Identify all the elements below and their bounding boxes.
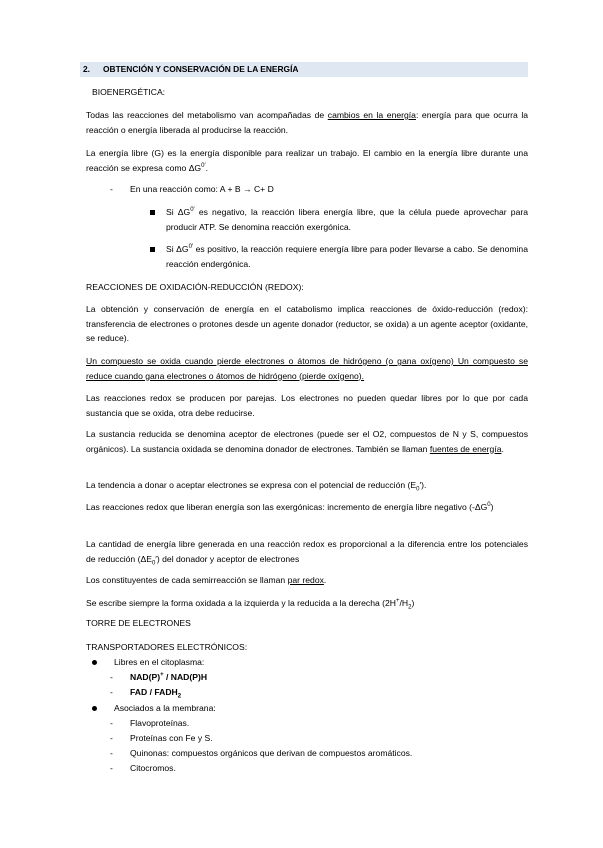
redox-paragraph-3: Las reacciones redox se producen por parejas. Los electrones no pueden quedar libres por lo que por cada sustancia que se oxida, otra debe reducirse. <box>86 393 528 418</box>
redox-p5-sub: 0 <box>416 486 420 493</box>
group-cytoplasm: Libres en el citoplasma: <box>114 657 205 667</box>
redox-p4-underlined: fuentes de energía <box>429 443 502 454</box>
redox-paragraph-1: La obtención y conservación de energía en el catabolismo implica reacciones de óxido-reducción (redox): transferencia de electrones o protones desde un agente donador (reductor, se oxida) a un agente aceptor (oxidante, se reduce). <box>86 304 528 343</box>
endergonic-sup: 0′ <box>188 244 194 251</box>
dash-marker: - <box>110 748 113 758</box>
fad-item <box>130 685 181 699</box>
redox-paragraph-4 <box>86 427 528 456</box>
nadp-text: NAD(P) <box>130 672 161 682</box>
square-bullet-icon <box>150 210 155 215</box>
reaction-example: En una reacción como: A + B → C+ D <box>130 184 274 194</box>
redox-paragraph-8 <box>86 573 528 588</box>
redox-p9-sub: 2 <box>408 604 412 611</box>
bio-p1-text: Todas las reacciones del metabolismo van acompañadas de <box>86 110 328 120</box>
redox-p5-end: ′). <box>419 480 427 490</box>
bullet-dot-icon <box>92 706 97 711</box>
dash-marker: - <box>110 718 113 728</box>
bioenergetica-heading: BIOENERGÉTICA: <box>92 87 166 97</box>
exergonic-sup: 0′ <box>190 207 195 214</box>
redox-p6-sup: 0 <box>487 502 491 509</box>
exergonic-text-end: es negativo, la reacción libera energía libre, que la célula puede aprovechar para producir ATP. Se denomina reacción exergónica. <box>166 207 528 232</box>
redox-paragraph-9 <box>86 596 528 611</box>
dash-marker: - <box>110 672 113 682</box>
group-membrane: Asociados a la membrana: <box>114 703 216 713</box>
redox-p7-end: ′) del donador y aceptor de electrones <box>155 553 300 564</box>
bio-p1-text-end: : energía para que ocurra la reacción o energía liberada al producirse la reacción. <box>86 110 529 135</box>
fad-text: FAD / FADH <box>130 687 178 697</box>
transport-heading: TRANSPORTADORES ELECTRÓNICOS: <box>86 642 248 652</box>
redox-p8-end: . <box>323 575 327 585</box>
section-title: OBTENCIÓN Y CONSERVACIÓN DE LA ENERGÍA <box>103 64 299 74</box>
redox-heading: REACCIONES DE OXIDACIÓN-REDUCCIÓN (REDOX): <box>86 282 304 292</box>
fad-sub: 2 <box>177 693 182 700</box>
bio-paragraph-2 <box>86 146 528 175</box>
bullet-dot-icon <box>92 660 97 665</box>
dash-marker: - <box>110 763 113 773</box>
bio-p2-superscript: 0′ <box>201 162 206 169</box>
dash-marker: - <box>110 733 113 743</box>
redox-p9-text: Se escribe siempre la forma oxidada a la izquierda y la reducida a la derecha (2H <box>86 598 397 608</box>
redox-p4-end: . <box>501 443 504 454</box>
redox-p9-sup: + <box>396 598 400 605</box>
membrane-item: Citocromos. <box>130 763 176 773</box>
membrane-item: Proteínas con Fe y S. <box>130 733 213 743</box>
exergonic-text: Si ΔG <box>166 207 191 217</box>
nadp-item <box>130 670 207 684</box>
redox-p7-sub: 0 <box>151 560 156 567</box>
bio-p2-end: . <box>205 162 208 173</box>
dash-marker: - <box>110 184 113 194</box>
redox-p4-text: La sustancia reducida se denomina aceptor de electrones (puede ser el O2, compuestos de N y S, compuestos orgánicos). La sustancia oxidada se denomina donador de electrones. También se llaman <box>86 429 528 454</box>
redox-p6-end: ) <box>490 502 494 512</box>
membrane-item: Quinonas: compuestos orgánicos que derivan de compuestos aromáticos. <box>130 748 413 758</box>
redox-paragraph-7 <box>86 537 528 566</box>
section-header <box>80 62 528 77</box>
nadph-text: / NAD(P)H <box>163 672 208 682</box>
endergonic-text-end: es positivo, la reacción requiere energía libre para poder llevarse a cabo. Se denomina reacción endergónica. <box>166 244 528 269</box>
redox-p6-text: Las reacciones redox que liberan energía son las exergónicas: incremento de energía libre negativo (-ΔG <box>86 502 488 512</box>
bio-p2-text: La energía libre (G) es la energía disponible para realizar un trabajo. El cambio en la energía libre durante una reacción se expresa como ΔG <box>86 148 528 173</box>
nadp-sup: + <box>160 672 164 679</box>
redox-p9-end: ) <box>411 598 415 608</box>
endergonic-text: Si ΔG <box>166 244 189 254</box>
redox-p9-mid: /H <box>399 598 409 608</box>
section-number: 2. <box>83 64 90 74</box>
redox-p8-text: Los constituyentes de cada semirreacción se llaman <box>86 575 288 585</box>
bio-paragraph-1 <box>86 108 528 137</box>
dash-marker: - <box>110 687 113 697</box>
bio-p1-underlined: cambios en la energía <box>327 110 416 120</box>
endergonic-item <box>166 242 528 271</box>
redox-paragraph-5 <box>86 478 528 493</box>
par-redox-underlined: par redox <box>287 575 324 585</box>
redox-paragraph-2: Un compuesto se oxida cuando pierde electrones o átomos de hidrógeno (o gana oxígeno) Un compuesto se reduce cuando gana electrones o átomos de hidrógeno (pierde oxígeno). <box>86 356 528 381</box>
redox-p7-text: La cantidad de energía libre generada en una reacción redox es proporcional a la diferencia entre los potenciales de reducción (ΔE <box>86 539 528 564</box>
membrane-item: Flavoproteínas. <box>130 718 190 728</box>
exergonic-item <box>166 205 528 234</box>
square-bullet-icon <box>150 247 155 252</box>
redox-p5-text: La tendencia a donar o aceptar electrones se expresa con el potencial de reducción (E <box>86 480 417 490</box>
torre-heading: TORRE DE ELECTRONES <box>86 618 191 628</box>
redox-paragraph-6 <box>86 500 528 515</box>
